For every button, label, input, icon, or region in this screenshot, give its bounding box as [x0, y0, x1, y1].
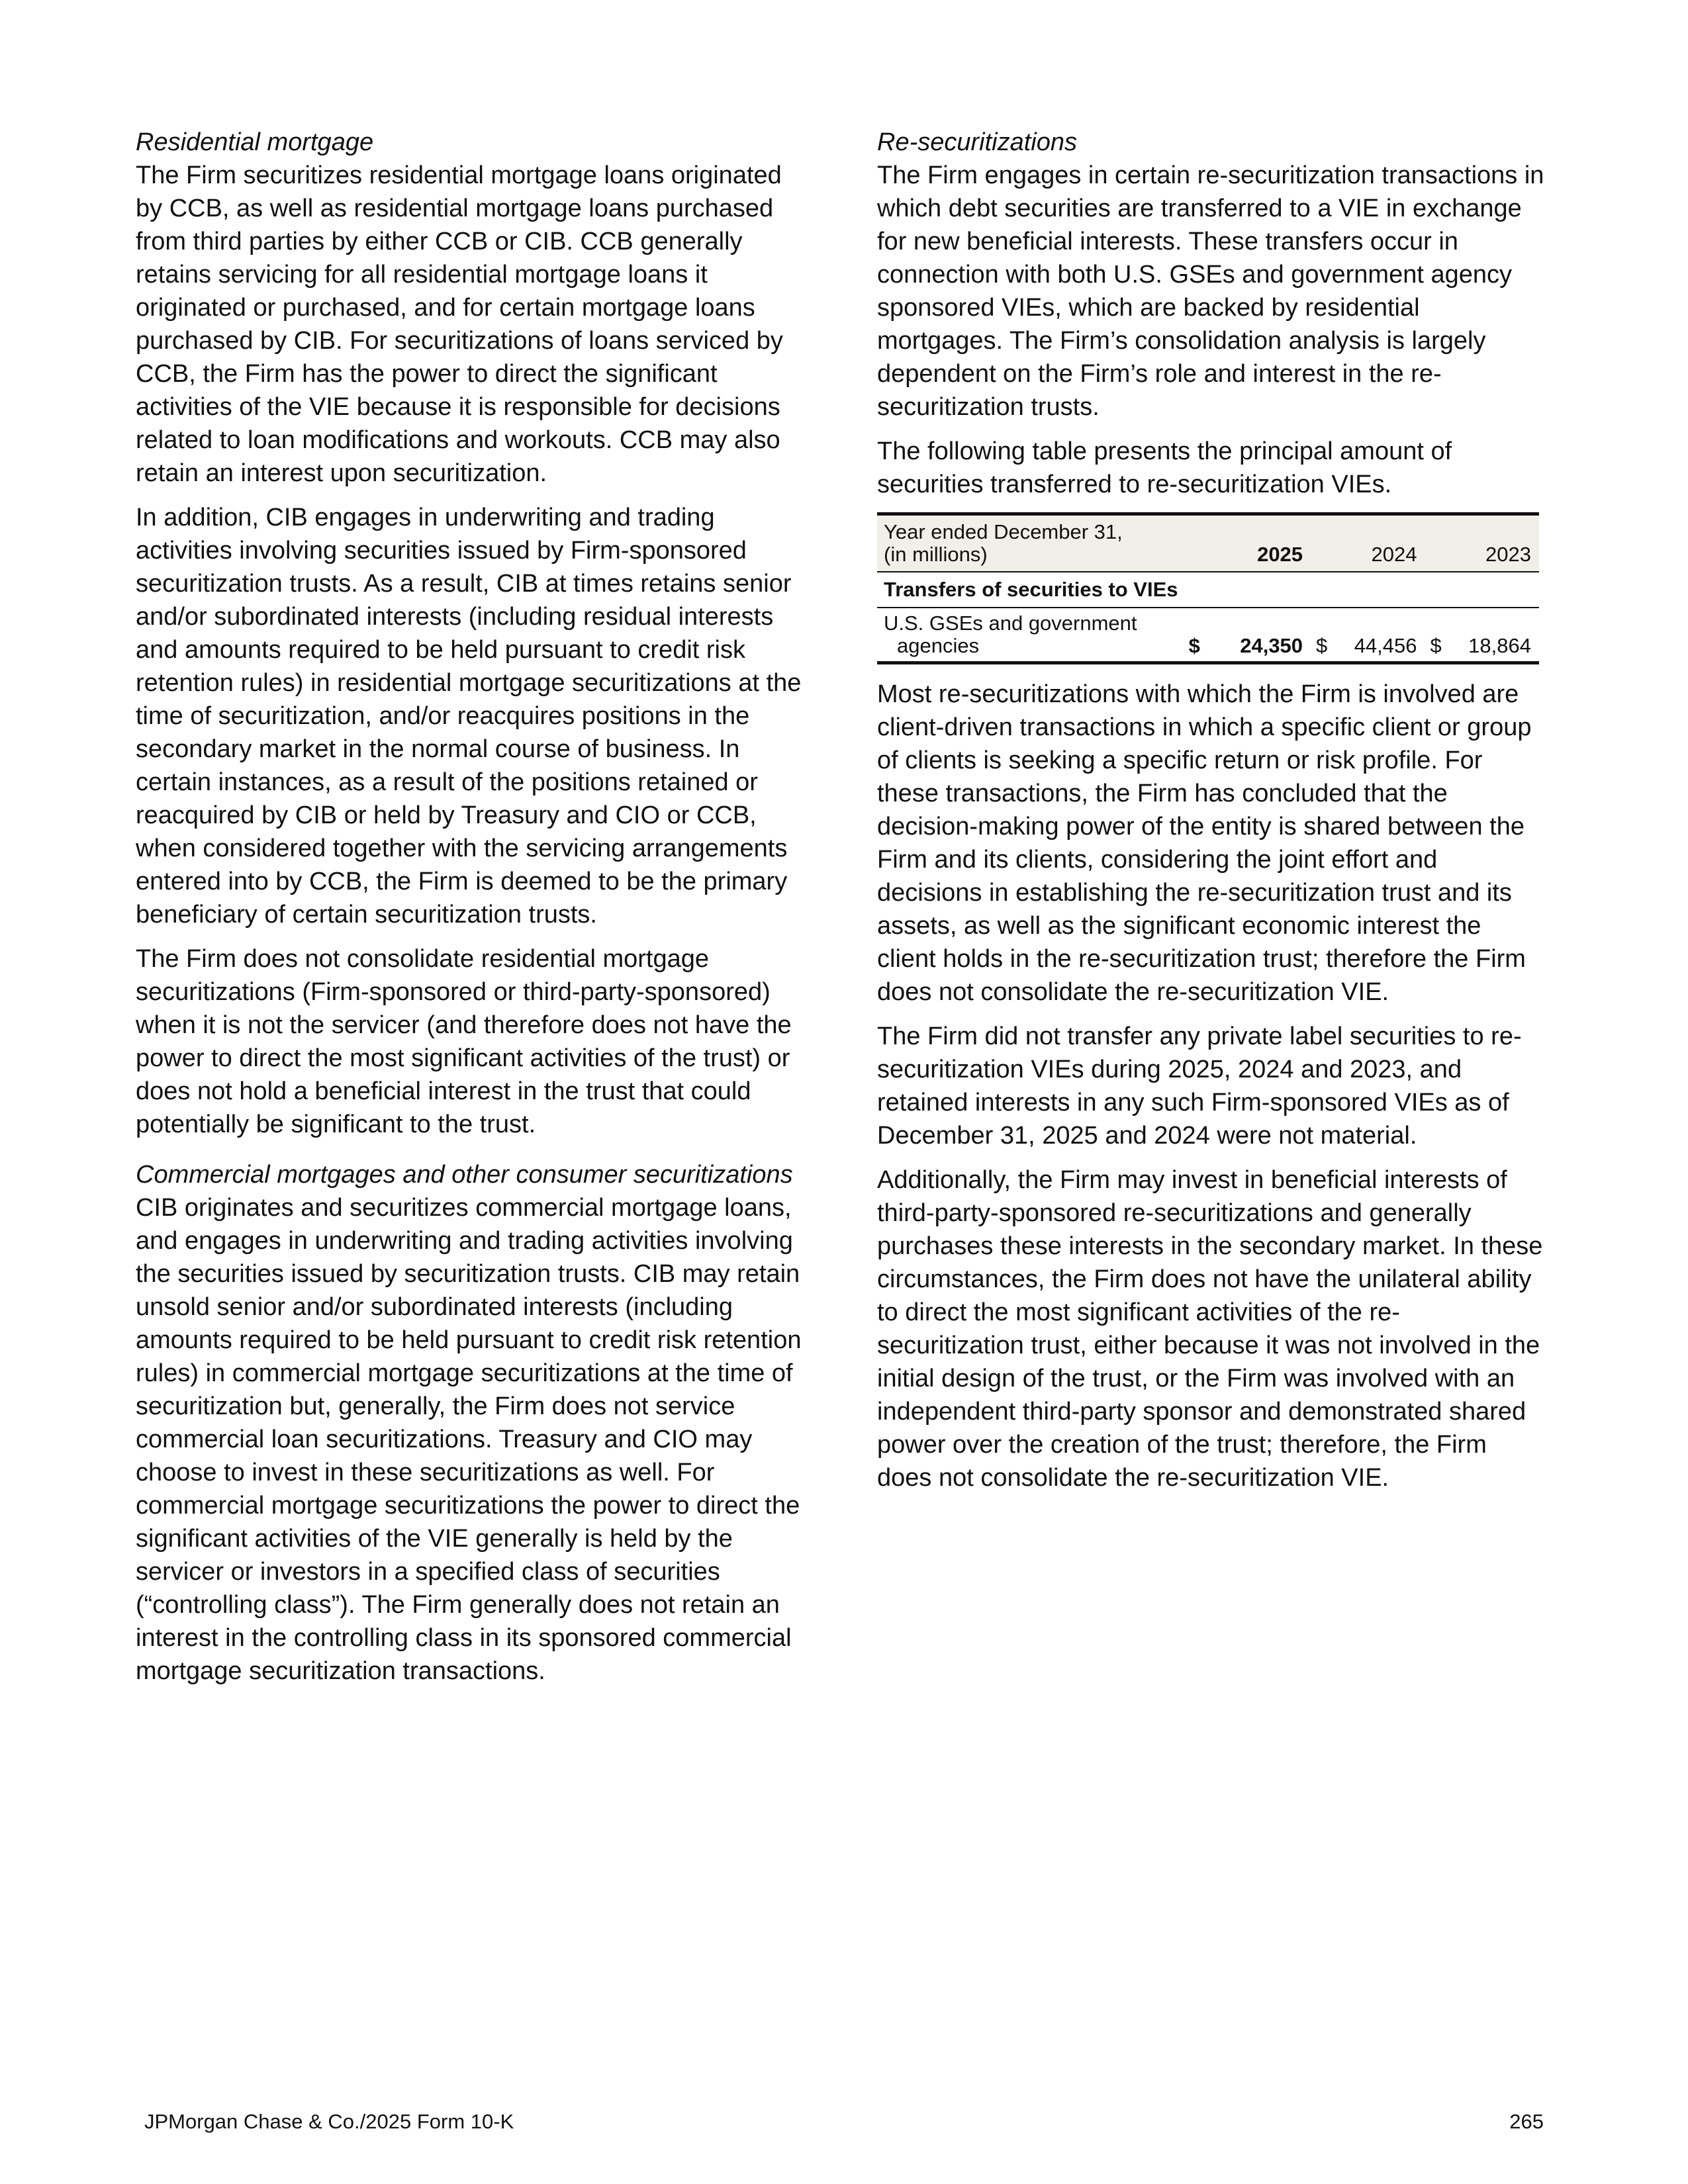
- currency-symbol: $: [1430, 634, 1442, 657]
- cell-2024: $ 44,456: [1303, 635, 1417, 657]
- paragraph: The following table presents the principal amount of securities transferred to re-securitization VIEs.: [877, 437, 1452, 498]
- cell-2023: $ 18,864: [1417, 635, 1531, 657]
- currency-symbol: $: [1188, 634, 1200, 657]
- subheading-re-securitizations: Re-securitizations: [877, 128, 1077, 156]
- table-row: [877, 608, 1539, 661]
- cell-2025: $ 24,350: [1188, 634, 1303, 657]
- footer-document-title: JPMorgan Chase & Co./2025 Form 10-K: [144, 2110, 514, 2133]
- table-section-heading: Transfers of securities to VIEs: [877, 572, 1539, 608]
- column-header-2025: 2025: [1257, 543, 1303, 566]
- currency-symbol: $: [1316, 634, 1328, 657]
- paragraph: Most re-securitizations with which the Firm is involved are client-driven transactions in which a specific client or group of clients is seeking a specific return or risk profile. For these transactions, the Firm has concluded that the decision-making power of the entity is shared between the Firm and its clients, considering the joint effort and decisions in establishing the re-securitization trust and its assets, as well as the significant economic interest the client holds in the re-securitization trust; therefore the Firm does not consolidate the re-securitization VIE.: [877, 680, 1532, 1006]
- page-number: 265: [1509, 2110, 1544, 2133]
- left-column: [136, 126, 804, 1699]
- right-column: [877, 126, 1546, 1506]
- subheading-commercial-mortgages: Commercial mortgages and other consumer securitizations: [136, 1161, 793, 1189]
- table-header: [877, 516, 1539, 572]
- paragraph: CIB originates and securitizes commercial mortgage loans, and engages in underwriting and trading activities involving the securities issued by securitization trusts. CIB may retain unsold senior and/or subordinated interests (including amounts required to be held pursuant to credit risk retention rules) in commercial mortgage securitizations at the time of securitization but, generally, the Firm does not service commercial loan securitizations. Treasury and CIO may choose to invest in these securitizations as well. For commercial mortgage securitizations the power to direct the significant activities of the VIE generally is held by the servicer or investors in a specified class of securities (“controlling class”). The Firm generally does not retain an interest in the controlling class in its sponsored commercial mortgage securitization transactions.: [136, 1194, 802, 1685]
- row-label: U.S. GSEs and government agencies: [884, 612, 1137, 657]
- paragraph: In addition, CIB engages in underwriting and trading activities involving securities issued by Firm-sponsored securitization trusts. As a result, CIB at times retains senior and/or subordinated interests (including residual interests and amounts required to be held pursuant to credit risk retention rules) in residential mortgage securitizations at the time of securitization, and/or reacquires positions in the secondary market in the normal course of business. In certain instances, as a result of the positions retained or reacquired by CIB or held by Treasury and CIO or CCB, when considered together with the servicing arrangements entered into by CCB, the Firm is deemed to be the primary beneficiary of certain securitization trusts.: [136, 504, 802, 929]
- column-header-2024: 2024: [1371, 543, 1417, 566]
- table-header-label: Year ended December 31, (in millions): [884, 520, 1123, 566]
- paragraph: The Firm securitizes residential mortgage loans originated by CCB, as well as residential mortgage loans purchased from third parties by either CCB or CIB. CCB generally retains servicing for all residential mortgage loans it originated or purchased, and for certain mortgage loans purchased by CIB. For securitizations of loans serviced by CCB, the Firm has the power to direct the significant activities of the VIE because it is responsible for decisions related to loan modifications and workouts. CCB may also retain an interest upon securitization.: [136, 161, 783, 487]
- paragraph: Additionally, the Firm may invest in beneficial interests of third-party-sponsored re-securitizations and generally purchases these interests in the secondary market. In these circumstances, the Firm does not have the unilateral ability to direct the most significant activities of the re-securitization trust, either because it was not involved in the initial design of the trust, or the Firm was involved with an independent third-party sponsor and demonstrated shared power over the creation of the trust; therefore, the Firm does not consolidate the re-securitization VIE.: [877, 1166, 1543, 1492]
- paragraph: The Firm does not consolidate residential mortgage securitizations (Firm-sponsored or third-party-sponsored) when it is not the servicer (and therefore does not have the power to direct the most significant activities of the trust) or does not hold a beneficial interest in the trust that could potentially be significant to the trust.: [136, 945, 792, 1138]
- subheading-residential-mortgage: Residential mortgage: [136, 128, 374, 156]
- transfers-table: [877, 512, 1539, 664]
- paragraph: The Firm did not transfer any private label securities to re-securitization VIEs during 2025, 2024 and 2023, and retained interests in any such Firm-sponsored VIEs as of December 31, 2025 and 2024 were not material.: [877, 1023, 1522, 1150]
- paragraph: The Firm engages in certain re-securitization transactions in which debt securities are transferred to a VIE in exchange for new beneficial interests. These transfers occur in connection with both U.S. GSEs and government agency sponsored VIEs, which are backed by residential mortgages. The Firm’s consolidation analysis is largely dependent on the Firm’s role and interest in the re-securitization trusts.: [877, 161, 1544, 421]
- column-header-2023: 2023: [1485, 543, 1531, 566]
